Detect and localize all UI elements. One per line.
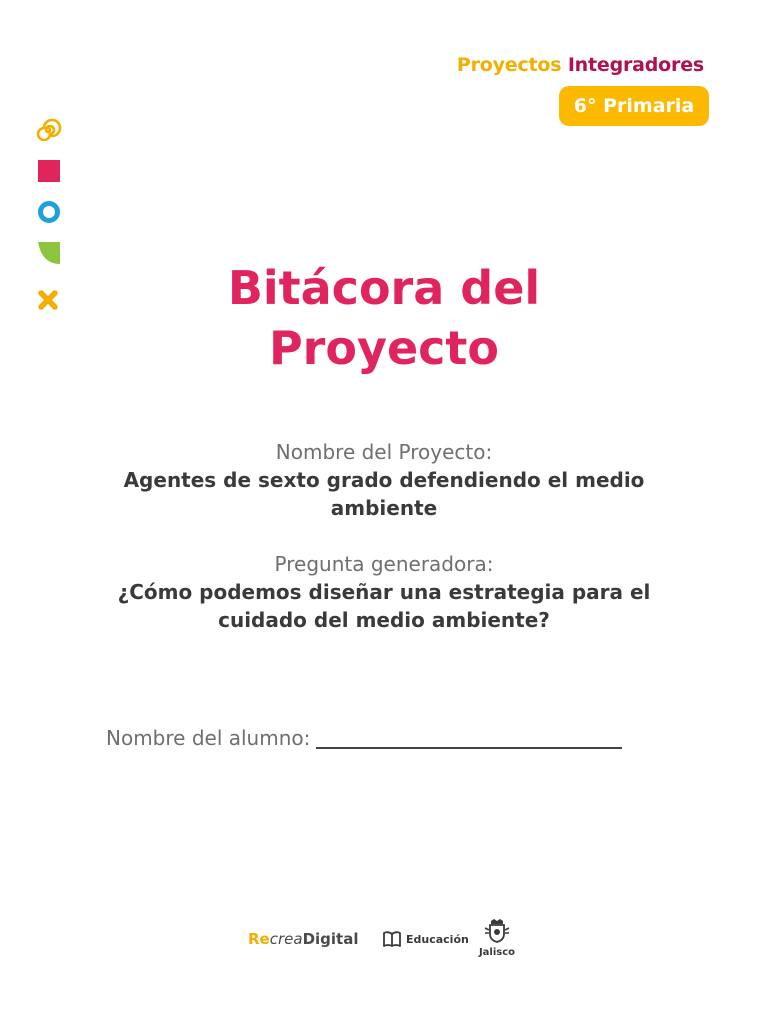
education-label: Educación bbox=[406, 932, 469, 946]
jalisco-label: Jalisco bbox=[478, 947, 516, 958]
brand-word-proyectos: Proyectos bbox=[456, 54, 562, 76]
project-name-label: Nombre del Proyecto: bbox=[275, 440, 493, 464]
education-logo bbox=[382, 930, 469, 948]
recrea-digital-logo bbox=[248, 930, 358, 948]
question-section bbox=[100, 550, 668, 634]
student-name-row bbox=[106, 726, 622, 750]
grade-badge: 6° Primaria bbox=[559, 86, 709, 126]
brand-title bbox=[457, 54, 704, 76]
ring-icon bbox=[34, 200, 62, 228]
student-name-blank-line[interactable] bbox=[316, 747, 622, 749]
footer-logos bbox=[248, 918, 538, 968]
recrea-logo-crea: crea bbox=[269, 930, 303, 948]
document-title bbox=[0, 258, 768, 378]
driving-question-value: ¿Cómo podemos diseñar una estrategia para el cuidado del medio ambiente? bbox=[117, 580, 651, 632]
title-line-2: Proyecto bbox=[268, 321, 500, 375]
square-icon bbox=[34, 158, 62, 186]
project-name-value: Agentes de sexto grado defendiendo el medio ambiente bbox=[123, 468, 645, 520]
jalisco-crest-icon bbox=[482, 918, 512, 944]
recrea-logo-re: Re bbox=[248, 930, 270, 948]
project-section bbox=[100, 438, 668, 522]
recrea-logo-digital: Digital bbox=[302, 930, 359, 948]
student-name-label: Nombre del alumno: bbox=[106, 726, 311, 750]
spiral-icon bbox=[34, 116, 62, 144]
book-icon bbox=[382, 930, 402, 948]
jalisco-logo bbox=[472, 918, 522, 958]
brand-word-integradores: Integradores bbox=[567, 54, 704, 76]
driving-question-label: Pregunta generadora: bbox=[274, 552, 494, 576]
title-line-1: Bitácora del bbox=[227, 261, 541, 315]
